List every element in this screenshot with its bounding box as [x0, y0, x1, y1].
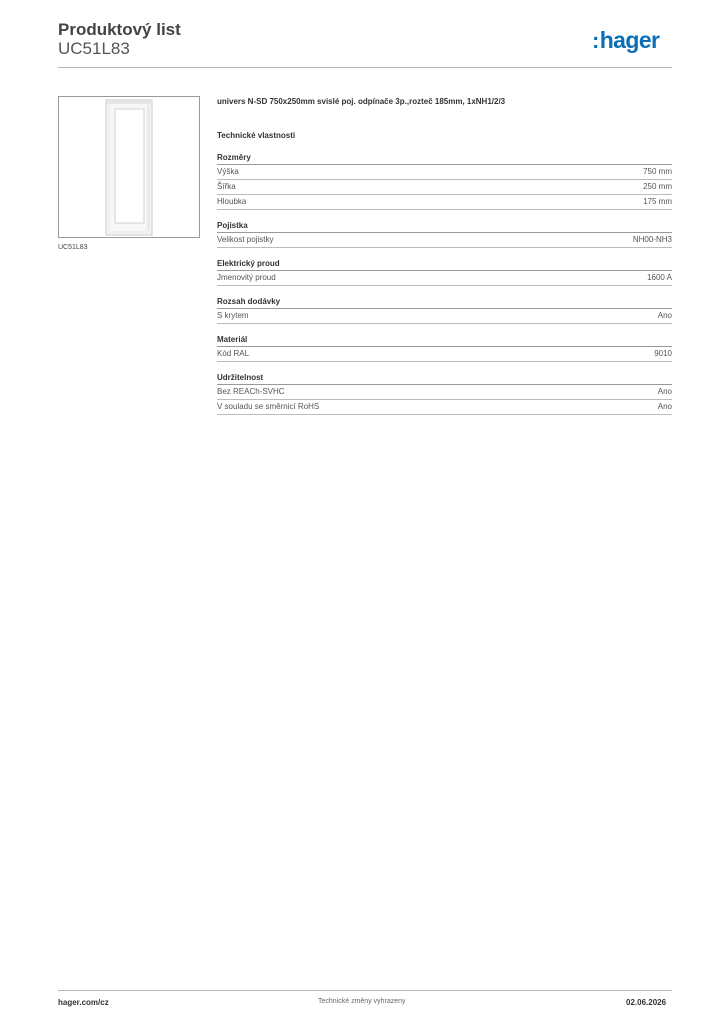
footer-notice: Technické změny vyhrazeny [318, 998, 406, 1005]
tech-heading: Technické vlastnosti [217, 131, 296, 140]
header-divider [58, 67, 672, 68]
spec-label: Hloubka [217, 197, 247, 206]
section-sustainability [217, 372, 672, 415]
section-title: Pojistka [217, 220, 672, 233]
section-delivery [217, 296, 672, 324]
hager-logo [592, 29, 659, 52]
footer-website[interactable]: hager.com/cz [58, 998, 109, 1007]
section-title: Udržitelnost [217, 372, 672, 385]
spec-label: V souladu se směrnicí RoHS [217, 402, 320, 411]
spec-label: S krytem [217, 311, 249, 320]
section-current [217, 258, 672, 286]
spec-label: Velikost pojistky [217, 235, 274, 244]
section-title: Rozměry [217, 152, 672, 165]
spec-row [217, 165, 672, 180]
logo-text: hager [599, 27, 660, 53]
spec-value: 9010 [654, 349, 672, 358]
product-details [217, 96, 672, 415]
spec-value: Ano [657, 402, 672, 411]
spec-value: 1600 A [647, 273, 672, 282]
footer-divider [58, 990, 672, 991]
section-fuse [217, 220, 672, 248]
product-image [58, 96, 200, 238]
spec-row [217, 195, 672, 210]
section-title: Elektrický proud [217, 258, 672, 271]
spec-value: 750 mm [643, 167, 672, 176]
spec-row [217, 400, 672, 415]
spec-row [217, 385, 672, 400]
image-caption: UC51L83 [58, 244, 88, 251]
spec-value: 250 mm [643, 182, 672, 191]
product-description: univers N-SD 750x250mm svislé poj. odpínače 3p.,rozteč 185mm, 1xNH1/2/3 [217, 97, 506, 106]
enclosure-cover-icon [59, 97, 199, 237]
logo-colon-icon: : [592, 28, 599, 53]
spec-label: Jmenovitý proud [217, 273, 276, 282]
section-material [217, 334, 672, 362]
spec-row [217, 347, 672, 362]
spec-row [217, 271, 672, 286]
section-title: Rozsah dodávky [217, 296, 672, 309]
spec-label: Bez REACh-SVHC [217, 387, 285, 396]
spec-row [217, 233, 672, 248]
spec-value: 175 mm [643, 197, 672, 206]
spec-value: Ano [657, 387, 672, 396]
product-code: UC51L83 [58, 39, 130, 58]
spec-row [217, 309, 672, 324]
spec-label: Výška [217, 167, 239, 176]
spec-value: Ano [657, 311, 672, 320]
spec-value: NH00-NH3 [632, 235, 672, 244]
spec-row [217, 180, 672, 195]
section-dimensions [217, 152, 672, 210]
section-title: Materiál [217, 334, 672, 347]
spec-label: Šířka [217, 182, 236, 191]
footer-date: 02.06.2026 [626, 998, 667, 1007]
spec-label: Kód RAL [217, 349, 250, 358]
page-title: Produktový list [58, 20, 181, 39]
